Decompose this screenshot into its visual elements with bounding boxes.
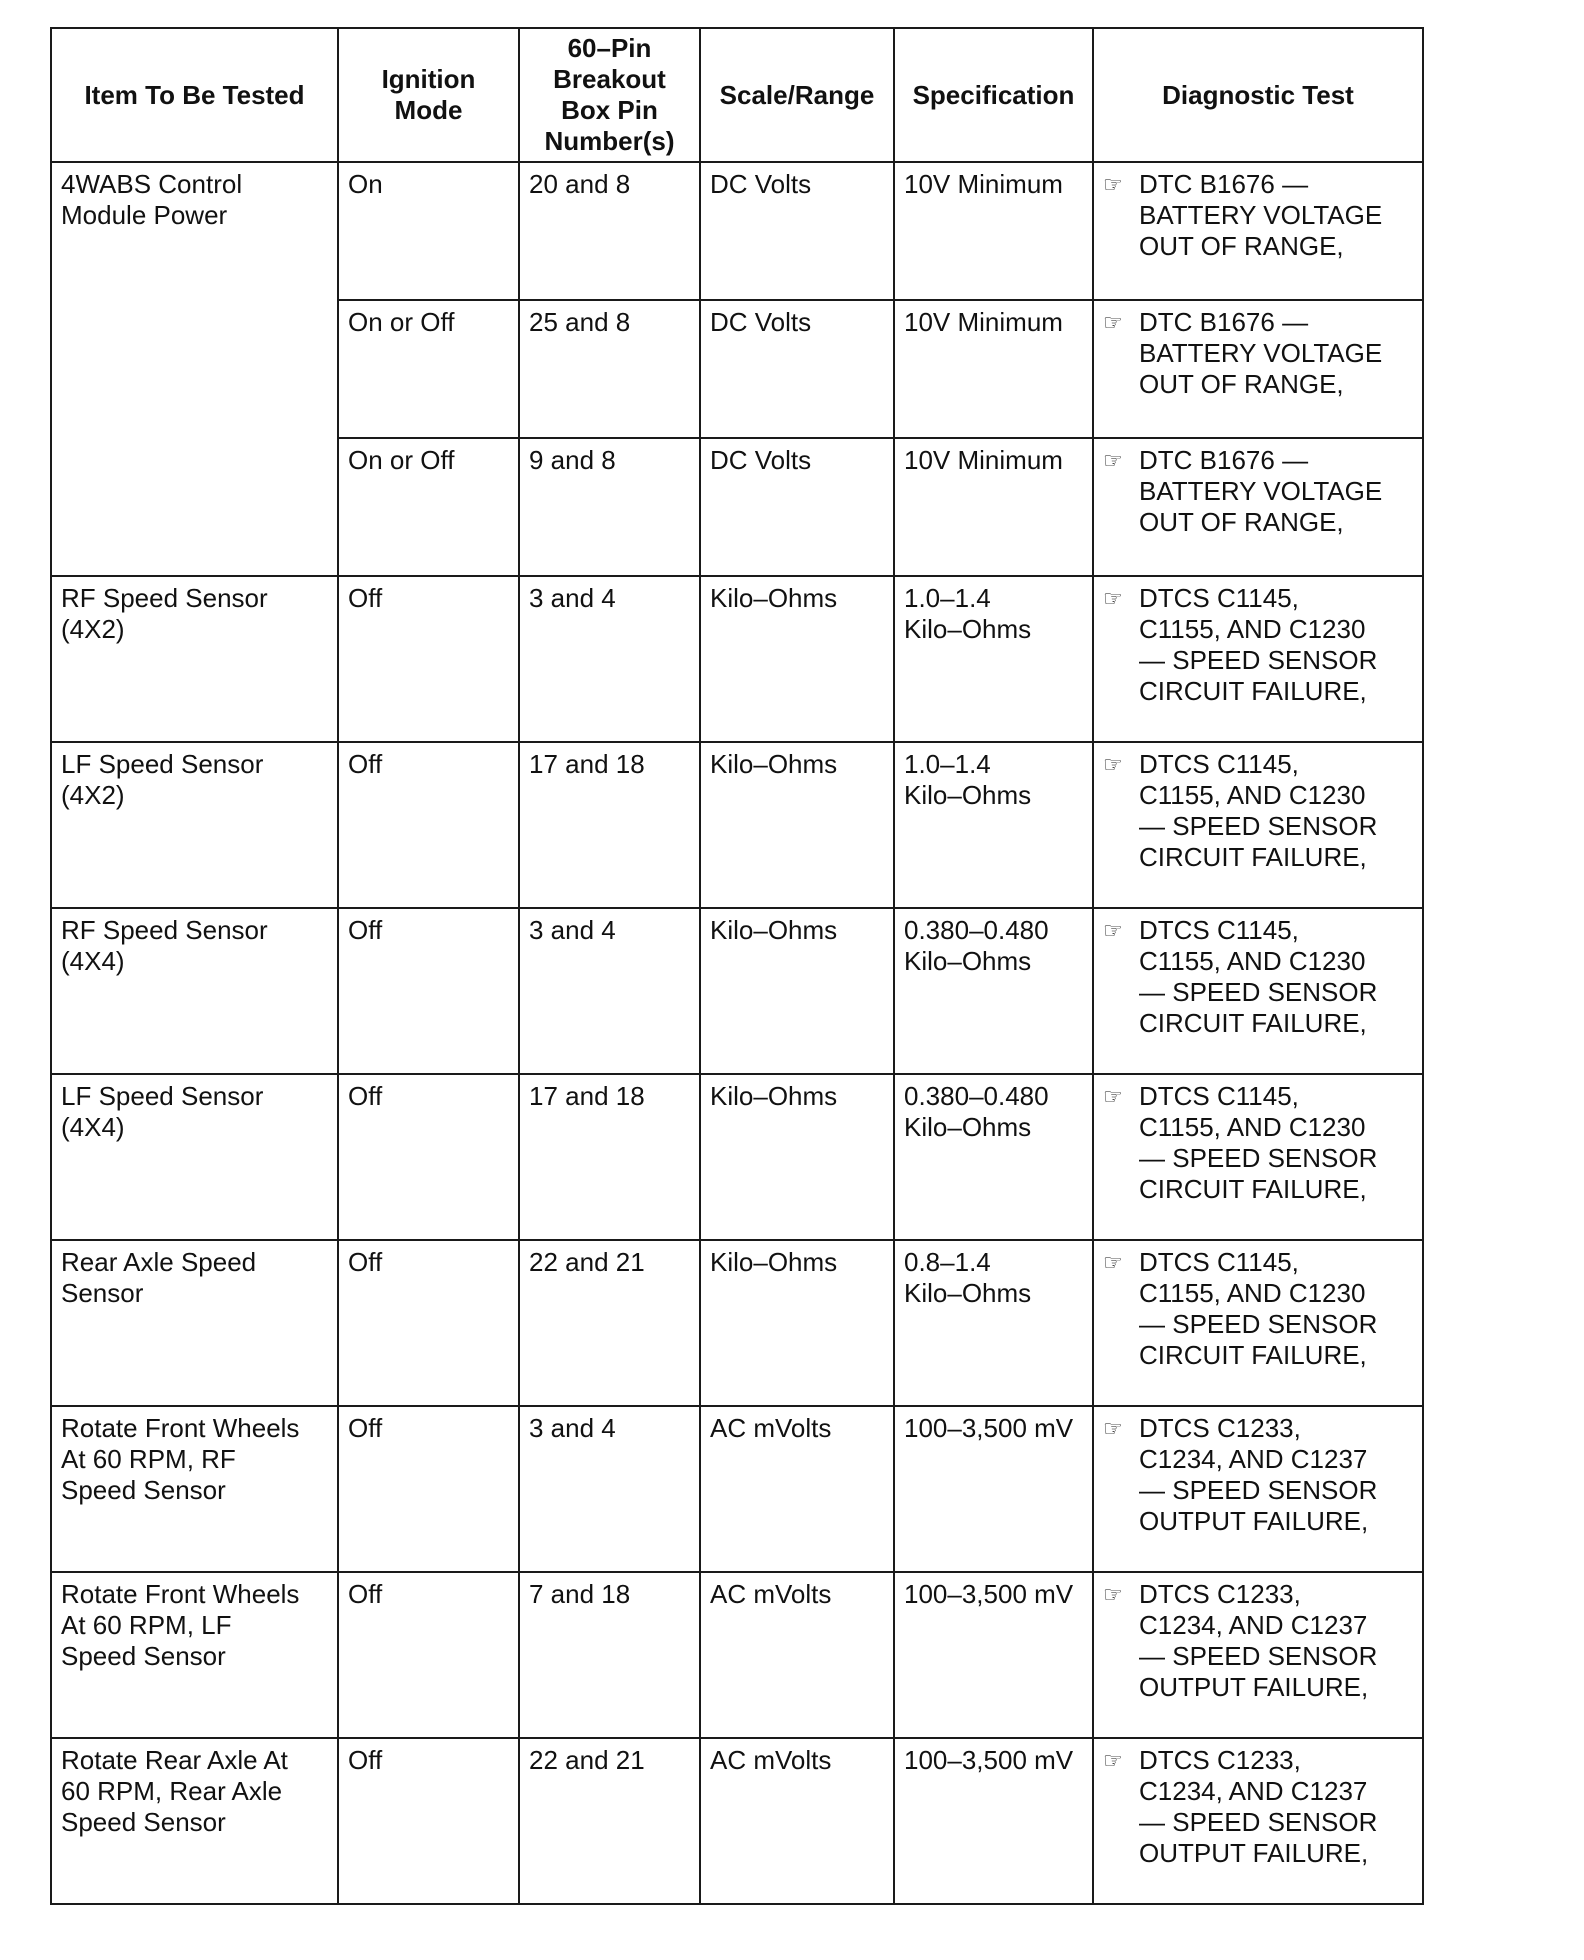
cell-diagnostic: [1093, 1738, 1423, 1904]
pointing-hand-icon: ☞: [1103, 1748, 1123, 1773]
cell-spec: 1.0–1.4 Kilo–Ohms: [894, 742, 1093, 908]
cell-item: Rotate Front Wheels At 60 RPM, RF Speed Sensor: [51, 1406, 338, 1572]
cell-scale: AC mVolts: [700, 1406, 894, 1572]
diagnostic-text: DTCS C1233, C1234, AND C1237 — SPEED SENSOR OUTPUT FAILURE,: [1139, 1745, 1378, 1868]
cell-scale: AC mVolts: [700, 1738, 894, 1904]
cell-ignition: Off: [338, 1738, 519, 1904]
document-page: [50, 27, 1422, 1905]
table-row: [51, 576, 1423, 742]
cell-diagnostic: [1093, 742, 1423, 908]
cell-scale: Kilo–Ohms: [700, 1240, 894, 1406]
cell-pin: 20 and 8: [519, 162, 700, 300]
cell-item: RF Speed Sensor (4X2): [51, 576, 338, 742]
cell-diagnostic: [1093, 300, 1423, 438]
cell-scale: AC mVolts: [700, 1572, 894, 1738]
cell-diagnostic: [1093, 1572, 1423, 1738]
cell-pin: 25 and 8: [519, 300, 700, 438]
cell-pin: 9 and 8: [519, 438, 700, 576]
cell-item: RF Speed Sensor (4X4): [51, 908, 338, 1074]
cell-pin: 22 and 21: [519, 1240, 700, 1406]
diagnostic-text: DTC B1676 — BATTERY VOLTAGE OUT OF RANGE,: [1139, 307, 1383, 399]
cell-ignition: Off: [338, 1240, 519, 1406]
diagnostic-text: DTCS C1145, C1155, AND C1230 — SPEED SENSOR CIRCUIT FAILURE,: [1139, 749, 1378, 872]
pointing-hand-icon: ☞: [1103, 1582, 1123, 1607]
table-row: [51, 1572, 1423, 1738]
cell-ignition: Off: [338, 1406, 519, 1572]
cell-item: 4WABS Control Module Power: [51, 162, 338, 576]
cell-item: Rear Axle Speed Sensor: [51, 1240, 338, 1406]
cell-diagnostic: [1093, 1406, 1423, 1572]
cell-pin: 7 and 18: [519, 1572, 700, 1738]
cell-diagnostic: [1093, 162, 1423, 300]
cell-scale: DC Volts: [700, 438, 894, 576]
cell-diagnostic: [1093, 576, 1423, 742]
cell-spec: 100–3,500 mV: [894, 1406, 1093, 1572]
cell-item: LF Speed Sensor (4X4): [51, 1074, 338, 1240]
cell-ignition: Off: [338, 576, 519, 742]
table-row: [51, 908, 1423, 1074]
cell-spec: 10V Minimum: [894, 438, 1093, 576]
cell-pin: 17 and 18: [519, 1074, 700, 1240]
cell-pin: 3 and 4: [519, 908, 700, 1074]
table-row: [51, 1240, 1423, 1406]
cell-pin: 3 and 4: [519, 1406, 700, 1572]
table-row: [51, 742, 1423, 908]
pointing-hand-icon: ☞: [1103, 310, 1123, 335]
cell-ignition: On: [338, 162, 519, 300]
cell-scale: Kilo–Ohms: [700, 1074, 894, 1240]
diagnostic-text: DTCS C1145, C1155, AND C1230 — SPEED SENSOR CIRCUIT FAILURE,: [1139, 1081, 1378, 1204]
diagnostic-spec-table: [50, 27, 1424, 1905]
header-pin-numbers: 60–Pin Breakout Box Pin Number(s): [519, 28, 700, 162]
header-scale-range: Scale/Range: [700, 28, 894, 162]
diagnostic-text: DTCS C1233, C1234, AND C1237 — SPEED SENSOR OUTPUT FAILURE,: [1139, 1413, 1378, 1536]
diagnostic-text: DTCS C1145, C1155, AND C1230 — SPEED SENSOR CIRCUIT FAILURE,: [1139, 583, 1378, 706]
cell-diagnostic: [1093, 908, 1423, 1074]
pointing-hand-icon: ☞: [1103, 1084, 1123, 1109]
cell-pin: 17 and 18: [519, 742, 700, 908]
cell-item: LF Speed Sensor (4X2): [51, 742, 338, 908]
cell-pin: 22 and 21: [519, 1738, 700, 1904]
cell-spec: 10V Minimum: [894, 300, 1093, 438]
cell-ignition: Off: [338, 908, 519, 1074]
cell-ignition: Off: [338, 742, 519, 908]
cell-spec: 100–3,500 mV: [894, 1738, 1093, 1904]
cell-spec: 0.380–0.480 Kilo–Ohms: [894, 1074, 1093, 1240]
cell-scale: DC Volts: [700, 162, 894, 300]
pointing-hand-icon: ☞: [1103, 586, 1123, 611]
cell-spec: 0.8–1.4 Kilo–Ohms: [894, 1240, 1093, 1406]
pointing-hand-icon: ☞: [1103, 1416, 1123, 1441]
cell-spec: 100–3,500 mV: [894, 1572, 1093, 1738]
diagnostic-text: DTC B1676 — BATTERY VOLTAGE OUT OF RANGE,: [1139, 169, 1383, 261]
cell-diagnostic: [1093, 438, 1423, 576]
cell-diagnostic: [1093, 1240, 1423, 1406]
header-item-to-be-tested: Item To Be Tested: [51, 28, 338, 162]
cell-scale: Kilo–Ohms: [700, 908, 894, 1074]
pointing-hand-icon: ☞: [1103, 752, 1123, 777]
pointing-hand-icon: ☞: [1103, 918, 1123, 943]
table-row: [51, 162, 1423, 300]
diagnostic-text: DTCS C1233, C1234, AND C1237 — SPEED SENSOR OUTPUT FAILURE,: [1139, 1579, 1378, 1702]
cell-ignition: Off: [338, 1572, 519, 1738]
pointing-hand-icon: ☞: [1103, 172, 1123, 197]
cell-scale: Kilo–Ohms: [700, 742, 894, 908]
cell-ignition: On or Off: [338, 438, 519, 576]
table-row: [51, 1406, 1423, 1572]
cell-diagnostic: [1093, 1074, 1423, 1240]
cell-ignition: Off: [338, 1074, 519, 1240]
cell-spec: 10V Minimum: [894, 162, 1093, 300]
pointing-hand-icon: ☞: [1103, 1250, 1123, 1275]
pointing-hand-icon: ☞: [1103, 448, 1123, 473]
cell-pin: 3 and 4: [519, 576, 700, 742]
diagnostic-text: DTCS C1145, C1155, AND C1230 — SPEED SENSOR CIRCUIT FAILURE,: [1139, 915, 1378, 1038]
cell-scale: DC Volts: [700, 300, 894, 438]
header-ignition-mode: Ignition Mode: [338, 28, 519, 162]
diagnostic-text: DTC B1676 — BATTERY VOLTAGE OUT OF RANGE,: [1139, 445, 1383, 537]
table-header-row: [51, 28, 1423, 162]
cell-scale: Kilo–Ohms: [700, 576, 894, 742]
cell-spec: 0.380–0.480 Kilo–Ohms: [894, 908, 1093, 1074]
header-diagnostic-test: Diagnostic Test: [1093, 28, 1423, 162]
table-row: [51, 1738, 1423, 1904]
diagnostic-text: DTCS C1145, C1155, AND C1230 — SPEED SENSOR CIRCUIT FAILURE,: [1139, 1247, 1378, 1370]
cell-item: Rotate Front Wheels At 60 RPM, LF Speed Sensor: [51, 1572, 338, 1738]
cell-spec: 1.0–1.4 Kilo–Ohms: [894, 576, 1093, 742]
header-specification: Specification: [894, 28, 1093, 162]
table-row: [51, 1074, 1423, 1240]
cell-ignition: On or Off: [338, 300, 519, 438]
cell-item: Rotate Rear Axle At 60 RPM, Rear Axle Speed Sensor: [51, 1738, 338, 1904]
